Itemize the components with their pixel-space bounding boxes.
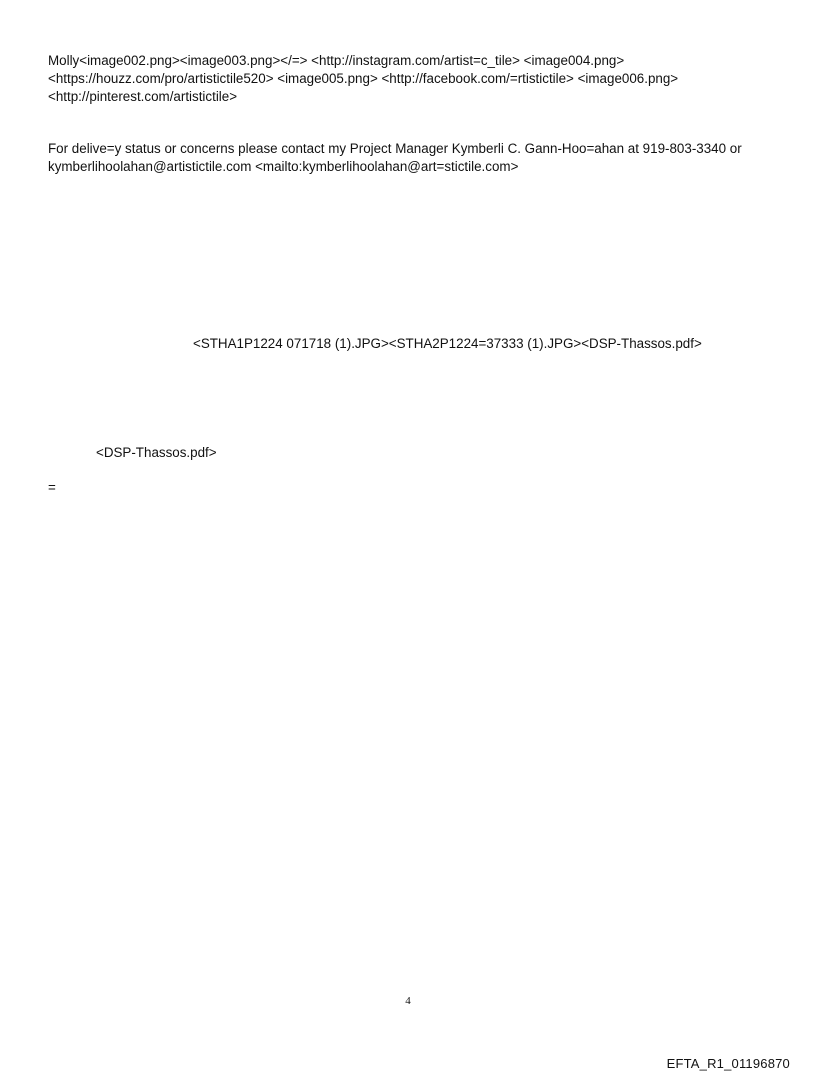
contact-line-2: kymberlihoolahan@artistictile.com <mailto:kymberlihoolahan@art=stictile.com> [48,159,519,174]
attachment-pdf-line: <DSP-Thassos.pdf> [96,445,217,460]
trailing-equals-mark: = [48,480,56,495]
signature-line-2: <https://houzz.com/pro/artistictile520> <image005.png> <http://facebook.com/=rtistictile> <image006.png> [48,71,679,86]
delivery-contact-paragraph [48,140,788,176]
signature-line-3: <http://pinterest.com/artistictile> [48,89,238,104]
contact-line-1: For delive=y status or concerns please contact my Project Manager Kymberli C. Gann-Hoo=ahan at 919-803-3340 or [48,141,742,156]
email-signature-block [48,52,788,106]
document-id-stamp: EFTA_R1_01196870 [666,1056,790,1071]
page-number: 4 [405,995,411,1007]
signature-line-1: Molly<image002.png><image003.png></=> <http://instagram.com/artist=c_tile> <image004.png> [48,53,625,68]
attachment-list-line: <STHA1P1224 071718 (1).JPG><STHA2P1224=37333 (1).JPG><DSP-Thassos.pdf> [193,336,702,351]
